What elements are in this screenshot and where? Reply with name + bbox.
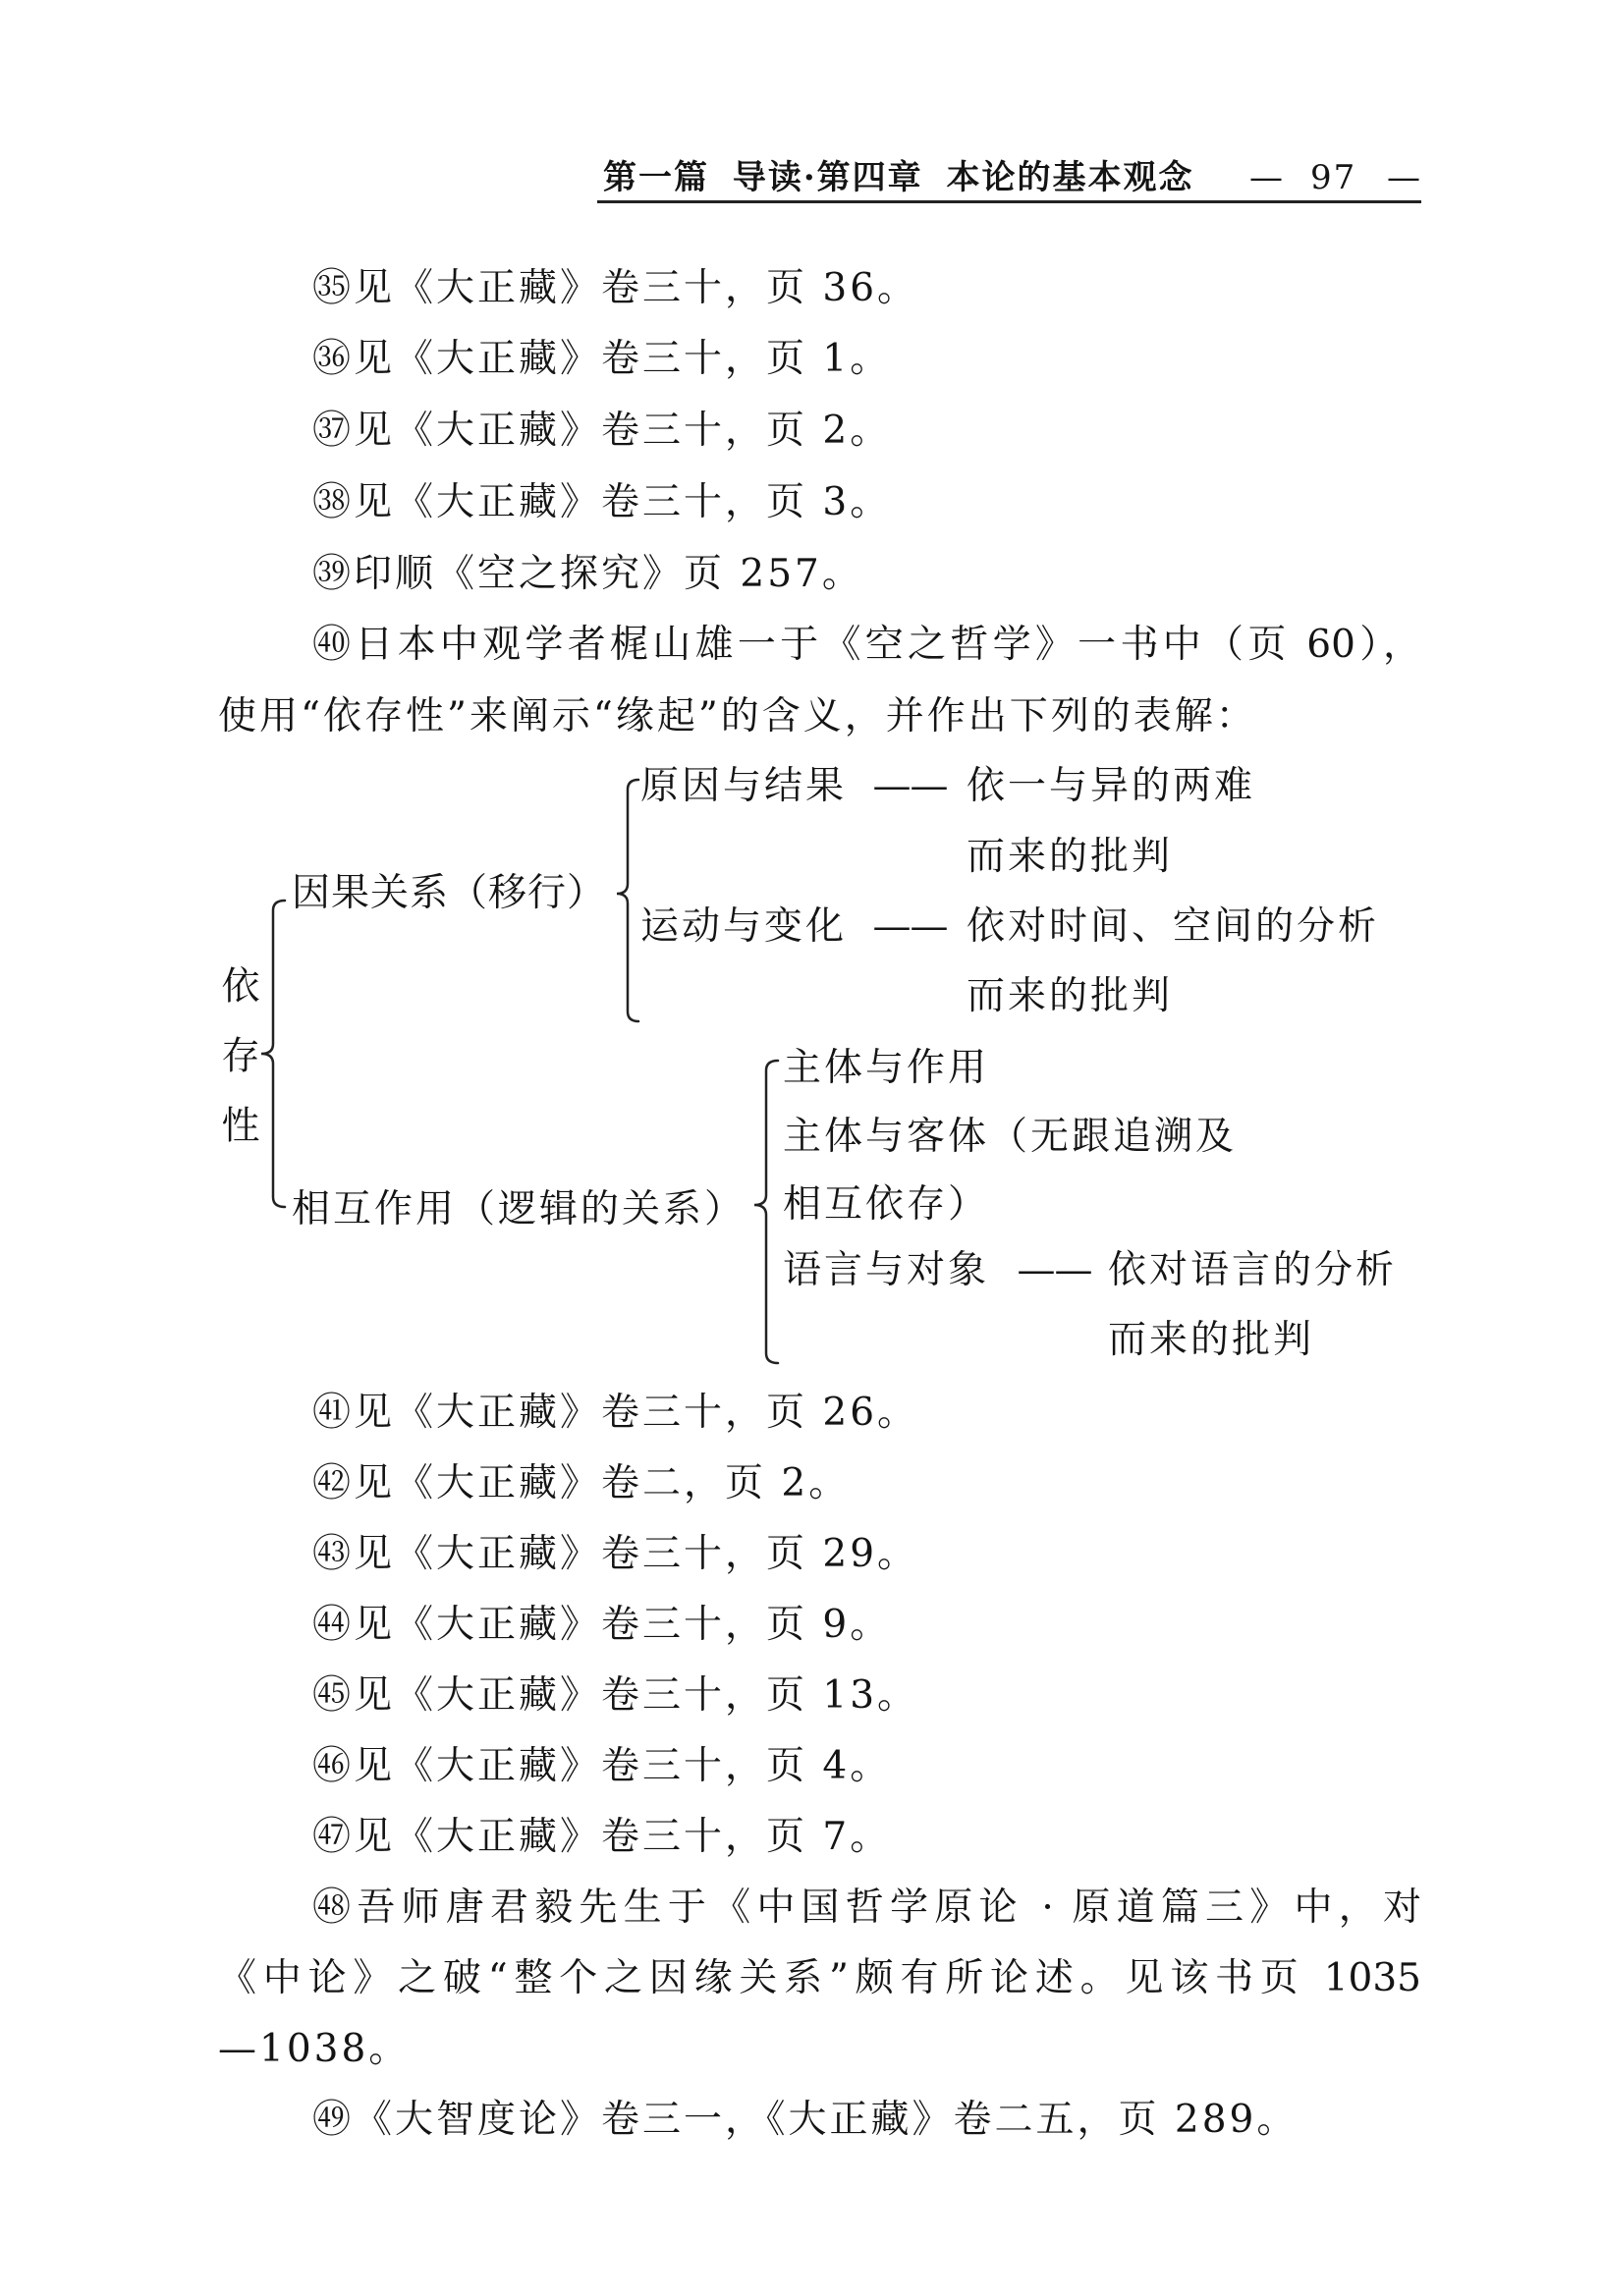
item-cause-effect-note-line-1: 依一与异的两难 <box>967 764 1256 808</box>
footnote-49: ㊾《大智度论》卷三一，《大正藏》卷二五，页 289。 <box>312 2098 1299 2142</box>
diagram-root-label: 依存性 <box>215 965 259 1175</box>
item-subject-function: 主体与作用 <box>783 1046 990 1090</box>
footnote-39: ㊴印顺《空之探究》页 257。 <box>312 552 863 596</box>
item-motion-change-note-line-1: 依对时间、空间的分析 <box>967 904 1380 949</box>
brace-causal-group <box>617 780 638 1021</box>
footnote-36: ㊱见《大正藏》卷三十，页 1。 <box>312 337 892 381</box>
footnote-38: ㊳见《大正藏》卷三十，页 3。 <box>312 480 892 524</box>
footnote-45: ㊺见《大正藏》卷三十，页 13。 <box>312 1673 919 1718</box>
item-language-object-term: 语言与对象 <box>783 1248 990 1292</box>
page-number-dash-right: — <box>1387 158 1422 197</box>
footnote-37: ㊲见《大正藏》卷三十，页 2。 <box>312 409 892 453</box>
brace-root <box>261 901 285 1207</box>
item-cause-effect-dash: —— <box>872 764 948 808</box>
item-language-object-note-line-2: 而来的批判 <box>1108 1318 1315 1362</box>
item-cause-effect-term: 原因与结果 <box>640 764 848 808</box>
item-motion-change-term: 运动与变化 <box>640 904 848 949</box>
item-language-object-note-line-1: 依对语言的分析 <box>1108 1248 1398 1292</box>
footnote-42: ㊷见《大正藏》卷二，页 2。 <box>312 1461 851 1505</box>
group-causal-label: 因果关系（移行） <box>292 871 607 915</box>
footnote-48-line-3: —1038。 <box>218 2027 411 2071</box>
page-number-dash-left: — <box>1249 158 1285 197</box>
footnote-43: ㊸见《大正藏》卷三十，页 29。 <box>312 1532 919 1576</box>
item-subject-object-line-1: 主体与客体（无跟追溯及 <box>783 1115 1238 1159</box>
brace-interaction-group <box>754 1061 778 1363</box>
footnote-46: ㊻见《大正藏》卷三十，页 4。 <box>312 1744 892 1788</box>
footnote-44: ㊹见《大正藏》卷三十，页 9。 <box>312 1603 892 1647</box>
item-language-object-dash: —— <box>1017 1248 1092 1292</box>
item-motion-change-note-line-2: 而来的批判 <box>967 974 1174 1018</box>
group-interaction-label: 相互作用（逻辑的关系） <box>292 1187 746 1231</box>
item-cause-effect-note-line-2: 而来的批判 <box>967 835 1174 879</box>
footnote-41: ㊶见《大正藏》卷三十，页 26。 <box>312 1391 919 1435</box>
running-header-title: 第一篇 导读·第四章 本论的基本观念 <box>603 158 1194 197</box>
footnote-47: ㊼见《大正藏》卷三十，页 7。 <box>312 1815 892 1859</box>
page-number: 97 <box>1310 158 1357 197</box>
footnote-40-line-1: ㊵日本中观学者梶山雄一于《空之哲学》一书中（页 60）， <box>312 623 1421 667</box>
footnote-40-line-2: 使用“依存性”来阐示“缘起”的含义，并作出下列的表解： <box>218 694 1257 738</box>
footnote-48-line-1: ㊽吾师唐君毅先生于《中国哲学原论 · 原道篇三》中，对 <box>312 1886 1421 1930</box>
item-subject-object-line-2: 相互依存） <box>783 1182 990 1227</box>
item-motion-change-dash: —— <box>872 904 948 949</box>
footnote-35: ㉟见《大正藏》卷三十，页 36。 <box>312 266 919 310</box>
footnote-48-line-2: 《中论》之破“整个之因缘关系”颇有所论述。见该书页 1035 <box>218 1956 1421 2000</box>
